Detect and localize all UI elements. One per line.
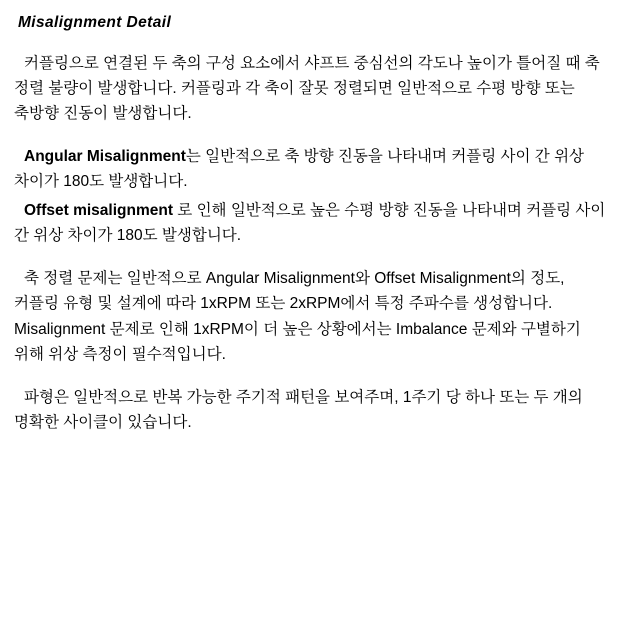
paragraph-intro: 커플링으로 연결된 두 축의 구성 요소에서 샤프트 중심선의 각도나 높이가 틀어질 때 축 정렬 불량이 발생합니다. 커플링과 각 축이 잘못 정렬되면 일반적으로 수평 방향 또는 축방향 진동이 발생합니다. [14, 54, 600, 122]
paragraph-frequency: 축 정렬 문제는 일반적으로 Angular Misalignment와 Offset Misalignment의 정도, 커플링 유형 및 설계에 따라 1xRPM 또는 2xRPM에서 특정 주파수를 생성합니다. Misalignment 문제로 인해 1xRPM이 더 높은 상황에서는 Imbalance 문제와 구별하기 위해 위상 측정이 필수적입니다. [14, 270, 581, 363]
term-angular-misalignment: Angular Misalignment [24, 147, 186, 165]
paragraph-offset-misalignment [14, 198, 610, 248]
term-offset-misalignment: Offset misalignment [24, 202, 173, 220]
paragraph-angular-misalignment-text: 는 일반적으로 축 방향 진동을 나타내며 커플링 사이 간 위상 차이가 180도 발생합니다. [14, 147, 585, 191]
document-body [14, 51, 610, 435]
paragraph-waveform: 파형은 일반적으로 반복 가능한 주기적 패턴을 보여주며, 1주기 당 하나 또는 두 개의 명확한 사이클이 있습니다. [14, 388, 583, 431]
paragraph-offset-misalignment-text: 로 인해 일반적으로 높은 수평 방향 진동을 나타내며 커플링 사이 간 위상 차이가 180도 발생합니다. [14, 202, 606, 245]
paragraph-angular-misalignment [14, 144, 610, 194]
page-title: Misalignment Detail [18, 14, 172, 31]
